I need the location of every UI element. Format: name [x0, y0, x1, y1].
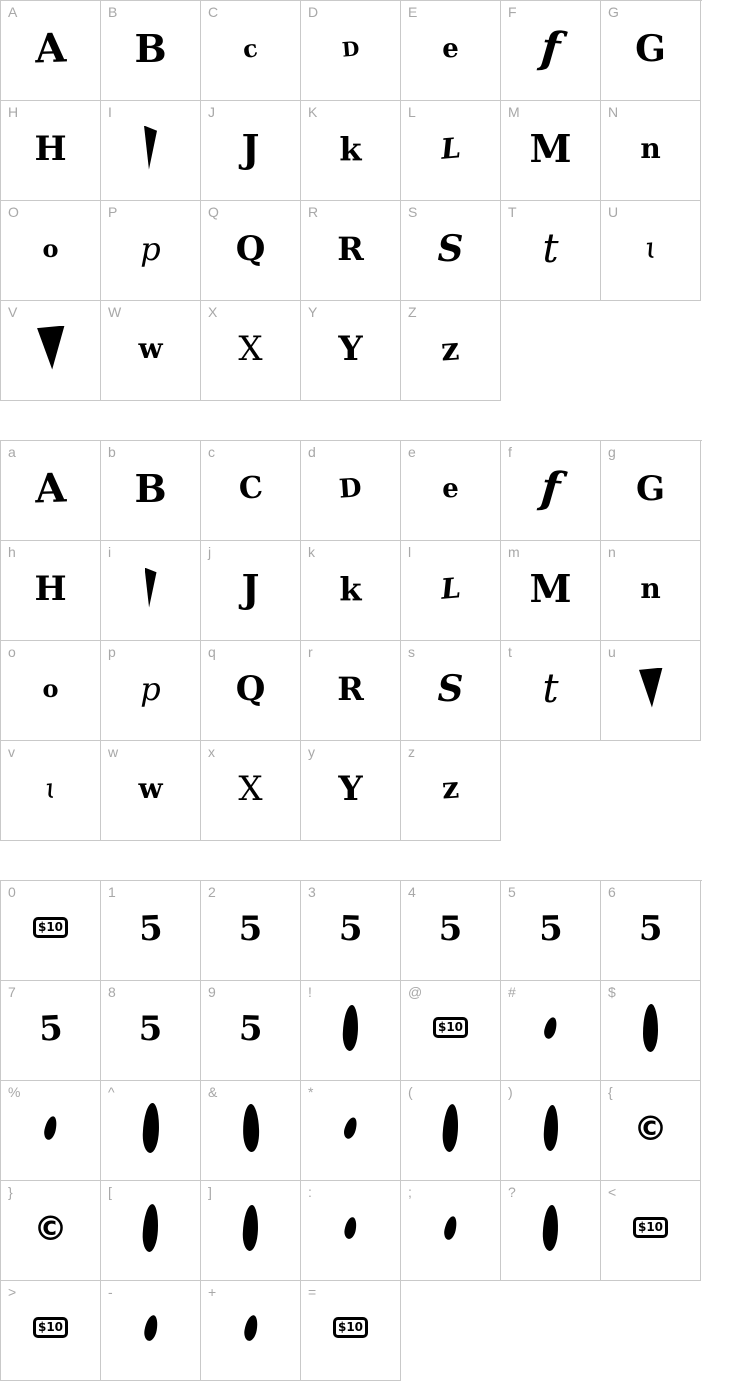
letter-glyph: G — [635, 468, 666, 509]
cell-label: b — [108, 444, 116, 460]
cone-glyph — [639, 668, 663, 708]
glyph-cell — [201, 1181, 301, 1281]
cell-label: = — [308, 1284, 317, 1300]
glyph-cell — [201, 301, 301, 401]
glyph-cell — [101, 741, 201, 841]
cell-label: W — [108, 304, 122, 320]
cell-label: 2 — [208, 884, 216, 900]
price-tag-glyph: $10 — [33, 1317, 68, 1338]
letter-glyph: © — [633, 1108, 668, 1149]
glyph-cell — [301, 1081, 401, 1181]
cell-label: i — [108, 544, 112, 560]
cell-label: r — [308, 644, 313, 660]
letter-glyph: Q — [235, 228, 266, 269]
cell-label: F — [508, 4, 517, 20]
glyph-cell — [101, 1181, 201, 1281]
flag-glyph — [144, 126, 157, 170]
cell-label: ( — [408, 1084, 413, 1100]
cell-label: n — [608, 544, 616, 560]
glyph-cell — [401, 741, 501, 841]
letter-glyph: n — [640, 571, 661, 605]
glyph-cell — [501, 201, 601, 301]
letter-glyph: M — [529, 565, 572, 611]
cell-label: Z — [408, 304, 417, 320]
glyph-cell — [401, 1, 501, 101]
cell-label: f — [508, 444, 512, 460]
cell-label: M — [508, 104, 520, 120]
glyph-cell — [601, 1, 701, 101]
glyph-cell — [301, 741, 401, 841]
cell-label: 7 — [8, 984, 16, 1000]
glyph-cell — [301, 1181, 401, 1281]
letter-glyph: H — [34, 568, 67, 609]
cell-label: 6 — [608, 884, 616, 900]
letter-glyph: f — [538, 461, 563, 515]
glyph-cell — [101, 541, 201, 641]
ink-blob-glyph — [142, 1314, 158, 1342]
glyph-cell — [201, 741, 301, 841]
letter-glyph: o — [42, 233, 59, 263]
cell-label: 8 — [108, 984, 116, 1000]
ink-blob-glyph — [242, 1103, 260, 1152]
cell-label: t — [508, 644, 512, 660]
letter-glyph: t — [542, 225, 559, 272]
cell-label: R — [308, 204, 319, 220]
ink-blob-glyph — [643, 1004, 658, 1052]
letter-glyph: G — [635, 27, 666, 70]
ink-blob-glyph — [342, 1004, 359, 1050]
cell-label: ! — [308, 984, 312, 1000]
letter-glyph: p — [140, 229, 161, 268]
letter-glyph: D — [338, 472, 363, 505]
cell-label: E — [408, 4, 418, 20]
cell-label: Q — [208, 204, 219, 220]
glyph-cell — [201, 201, 301, 301]
letter-glyph: D — [340, 35, 361, 62]
glyph-cell — [101, 301, 201, 401]
cell-label: o — [8, 644, 16, 660]
cell-label: q — [208, 644, 216, 660]
glyph-cell — [101, 1, 201, 101]
letter-glyph: B — [134, 25, 167, 71]
cell-label: v — [8, 744, 15, 760]
cell-label: @ — [408, 984, 423, 1000]
cell-label: k — [308, 544, 315, 560]
cell-label: ? — [508, 1184, 516, 1200]
glyph-cell — [101, 201, 201, 301]
letter-glyph: 5 — [237, 1008, 264, 1049]
letter-glyph: L — [439, 130, 462, 166]
letter-glyph: t — [542, 665, 559, 712]
glyph-cell — [401, 541, 501, 641]
cell-label: g — [608, 444, 616, 460]
cell-label: m — [508, 544, 520, 560]
glyph-cell — [101, 1281, 201, 1381]
ink-blob-glyph — [442, 1103, 459, 1152]
cell-label: l — [408, 544, 412, 560]
glyph-cell — [1, 201, 101, 301]
digits-symbols-glyph-grid — [0, 880, 702, 1381]
cell-label: a — [8, 444, 16, 460]
glyph-cell — [301, 441, 401, 541]
letter-glyph: A — [34, 23, 67, 73]
letter-glyph: p — [140, 669, 161, 708]
letter-glyph: M — [529, 125, 572, 171]
ink-blob-glyph — [242, 1314, 258, 1342]
letter-glyph: C — [237, 469, 264, 507]
glyph-cell — [201, 881, 301, 981]
cell-label: C — [208, 4, 219, 20]
cell-label: 3 — [308, 884, 316, 900]
lowercase-glyph-grid — [0, 440, 702, 841]
cell-label: < — [608, 1184, 617, 1200]
glyph-cell — [1, 881, 101, 981]
glyph-cell — [501, 1, 601, 101]
letter-glyph: ɩ — [43, 771, 58, 805]
cell-label: % — [8, 1084, 21, 1100]
cell-label: w — [108, 744, 119, 760]
cell-label: z — [408, 744, 415, 760]
cell-label: I — [108, 104, 112, 120]
glyph-cell — [101, 981, 201, 1081]
cell-label: D — [308, 4, 319, 20]
cell-label: 0 — [8, 884, 16, 900]
glyph-cell — [201, 541, 301, 641]
cell-label: u — [608, 644, 616, 660]
glyph-cell — [101, 101, 201, 201]
ink-blob-glyph — [543, 1104, 559, 1150]
cell-label: 9 — [208, 984, 216, 1000]
glyph-cell — [1, 741, 101, 841]
glyph-cell — [1, 541, 101, 641]
glyph-cell — [501, 101, 601, 201]
cell-label: S — [408, 204, 418, 220]
glyph-cell — [201, 641, 301, 741]
uppercase-glyph-grid — [0, 0, 702, 401]
cell-label: 5 — [508, 884, 516, 900]
cell-label: e — [408, 444, 416, 460]
letter-glyph: 5 — [538, 908, 563, 949]
glyph-cell — [401, 441, 501, 541]
glyph-cell — [1, 1281, 101, 1381]
letter-glyph: ɩ — [642, 229, 659, 267]
cell-label: h — [8, 544, 16, 560]
letter-glyph: 5 — [37, 1007, 64, 1050]
cell-label: O — [8, 204, 19, 220]
cell-label: L — [408, 104, 416, 120]
letter-glyph: k — [339, 129, 362, 168]
cell-label: X — [208, 304, 218, 320]
glyph-cell — [1, 301, 101, 401]
glyph-cell — [601, 1081, 701, 1181]
cell-label: j — [208, 544, 212, 560]
ink-blob-glyph — [242, 1204, 259, 1250]
letter-glyph: 5 — [137, 908, 164, 949]
letter-glyph: 5 — [238, 908, 263, 949]
glyph-cell — [401, 1181, 501, 1281]
letter-glyph: S — [437, 667, 464, 710]
ink-blob-glyph — [43, 1115, 59, 1141]
ink-blob-glyph — [142, 1203, 159, 1252]
cell-label: * — [308, 1084, 314, 1100]
letter-glyph: 5 — [337, 908, 364, 949]
glyph-cell — [301, 1281, 401, 1381]
glyph-cell — [1, 981, 101, 1081]
cell-label: : — [308, 1184, 312, 1200]
ink-blob-glyph — [343, 1216, 358, 1240]
glyph-cell — [301, 201, 401, 301]
cone-glyph — [37, 326, 65, 370]
cell-label: U — [608, 204, 619, 220]
glyph-cell — [1, 641, 101, 741]
glyph-cell — [101, 1081, 201, 1181]
glyph-cell — [401, 1081, 501, 1181]
cell-label: [ — [108, 1184, 112, 1200]
glyph-cell — [601, 541, 701, 641]
letter-glyph: A — [34, 463, 67, 513]
letter-glyph: w — [138, 331, 163, 365]
cell-label: s — [408, 644, 415, 660]
letter-glyph: X — [238, 768, 263, 809]
cell-label: P — [108, 204, 118, 220]
price-tag-glyph: $10 — [333, 1317, 368, 1338]
letter-glyph: L — [439, 570, 462, 606]
letter-glyph: e — [442, 473, 459, 504]
glyph-cell — [1, 1, 101, 101]
glyph-cell — [301, 881, 401, 981]
glyph-cell — [601, 101, 701, 201]
cell-label: ^ — [108, 1084, 115, 1100]
letter-glyph: c — [241, 32, 260, 64]
letter-glyph: R — [337, 229, 364, 268]
glyph-cell — [301, 301, 401, 401]
cell-label: + — [208, 1284, 217, 1300]
cell-label: > — [8, 1284, 17, 1300]
cell-label: d — [308, 444, 316, 460]
glyph-cell — [601, 641, 701, 741]
letter-glyph: H — [34, 128, 67, 169]
cell-label: H — [8, 104, 19, 120]
glyph-cell — [201, 1, 301, 101]
glyph-cell — [401, 201, 501, 301]
cell-label: Y — [308, 304, 318, 320]
letter-glyph: Q — [235, 668, 266, 709]
letter-glyph: © — [33, 1208, 68, 1249]
glyph-cell — [501, 1181, 601, 1281]
glyph-cell — [1, 1081, 101, 1181]
glyph-cell — [1, 1181, 101, 1281]
letter-glyph: 5 — [438, 908, 463, 949]
glyph-cell — [101, 641, 201, 741]
cell-label: y — [308, 744, 315, 760]
letter-glyph: w — [138, 771, 163, 805]
glyph-cell — [101, 441, 201, 541]
cell-label: A — [8, 4, 18, 20]
cell-label: ; — [408, 1184, 412, 1200]
cell-label: p — [108, 644, 116, 660]
glyph-cell — [1, 101, 101, 201]
ink-blob-glyph — [443, 1215, 459, 1241]
glyph-cell — [201, 101, 301, 201]
cell-label: # — [508, 984, 516, 1000]
glyph-cell — [301, 981, 401, 1081]
cell-label: { — [608, 1084, 613, 1100]
glyph-cell — [501, 441, 601, 541]
price-tag-glyph: $10 — [633, 1217, 668, 1238]
glyph-cell — [401, 981, 501, 1081]
glyph-cell — [201, 1081, 301, 1181]
glyph-cell — [301, 641, 401, 741]
cell-label: T — [508, 204, 517, 220]
ink-blob-glyph — [543, 1015, 559, 1039]
letter-glyph: z — [440, 328, 461, 369]
cell-label: N — [608, 104, 619, 120]
cell-label: ) — [508, 1084, 513, 1100]
cell-label: - — [108, 1284, 113, 1300]
letter-glyph: e — [442, 33, 459, 64]
letter-glyph: o — [42, 673, 59, 703]
letter-glyph: Y — [338, 768, 363, 809]
letter-glyph: S — [437, 227, 464, 270]
cell-label: x — [208, 744, 215, 760]
glyph-cell — [601, 881, 701, 981]
glyph-cell — [501, 1081, 601, 1181]
glyph-cell — [401, 301, 501, 401]
glyph-cell — [201, 441, 301, 541]
glyph-cell — [601, 1181, 701, 1281]
letter-glyph: Y — [338, 328, 363, 369]
glyph-cell — [601, 441, 701, 541]
glyph-cell — [401, 881, 501, 981]
glyph-cell — [1, 441, 101, 541]
cell-label: $ — [608, 984, 616, 1000]
letter-glyph: J — [241, 125, 260, 171]
ink-blob-glyph — [142, 1102, 160, 1153]
glyph-cell — [401, 641, 501, 741]
cell-label: & — [208, 1084, 218, 1100]
glyph-cell — [301, 541, 401, 641]
cell-label: ] — [208, 1184, 212, 1200]
letter-glyph: X — [238, 328, 263, 369]
letter-glyph: R — [337, 669, 364, 708]
letter-glyph: B — [134, 465, 167, 511]
glyph-cell — [501, 881, 601, 981]
glyph-cell — [501, 541, 601, 641]
glyph-cell — [501, 641, 601, 741]
cell-label: B — [108, 4, 118, 20]
cell-label: } — [8, 1184, 13, 1200]
cell-label: V — [8, 304, 18, 320]
glyph-cell — [301, 101, 401, 201]
letter-glyph: k — [339, 569, 362, 608]
glyph-cell — [101, 881, 201, 981]
letter-glyph: 5 — [638, 908, 663, 949]
letter-glyph: J — [241, 565, 260, 611]
cell-label: K — [308, 104, 318, 120]
price-tag-glyph: $10 — [33, 917, 68, 938]
letter-glyph: z — [440, 769, 461, 807]
glyph-cell — [501, 981, 601, 1081]
cell-label: G — [608, 4, 619, 20]
glyph-cell — [301, 1, 401, 101]
letter-glyph: f — [538, 21, 563, 75]
cell-label: 4 — [408, 884, 416, 900]
glyph-cell — [601, 981, 701, 1081]
glyph-cell — [601, 201, 701, 301]
glyph-cell — [201, 1281, 301, 1381]
cell-label: J — [208, 104, 215, 120]
flag-glyph — [145, 568, 157, 608]
ink-blob-glyph — [342, 1115, 359, 1139]
cell-label: 1 — [108, 884, 116, 900]
ink-blob-glyph — [542, 1204, 559, 1250]
cell-label: c — [208, 444, 215, 460]
glyph-cell — [201, 981, 301, 1081]
glyph-cell — [401, 101, 501, 201]
price-tag-glyph: $10 — [433, 1017, 468, 1038]
letter-glyph: n — [640, 131, 661, 165]
letter-glyph: 5 — [138, 1008, 163, 1049]
